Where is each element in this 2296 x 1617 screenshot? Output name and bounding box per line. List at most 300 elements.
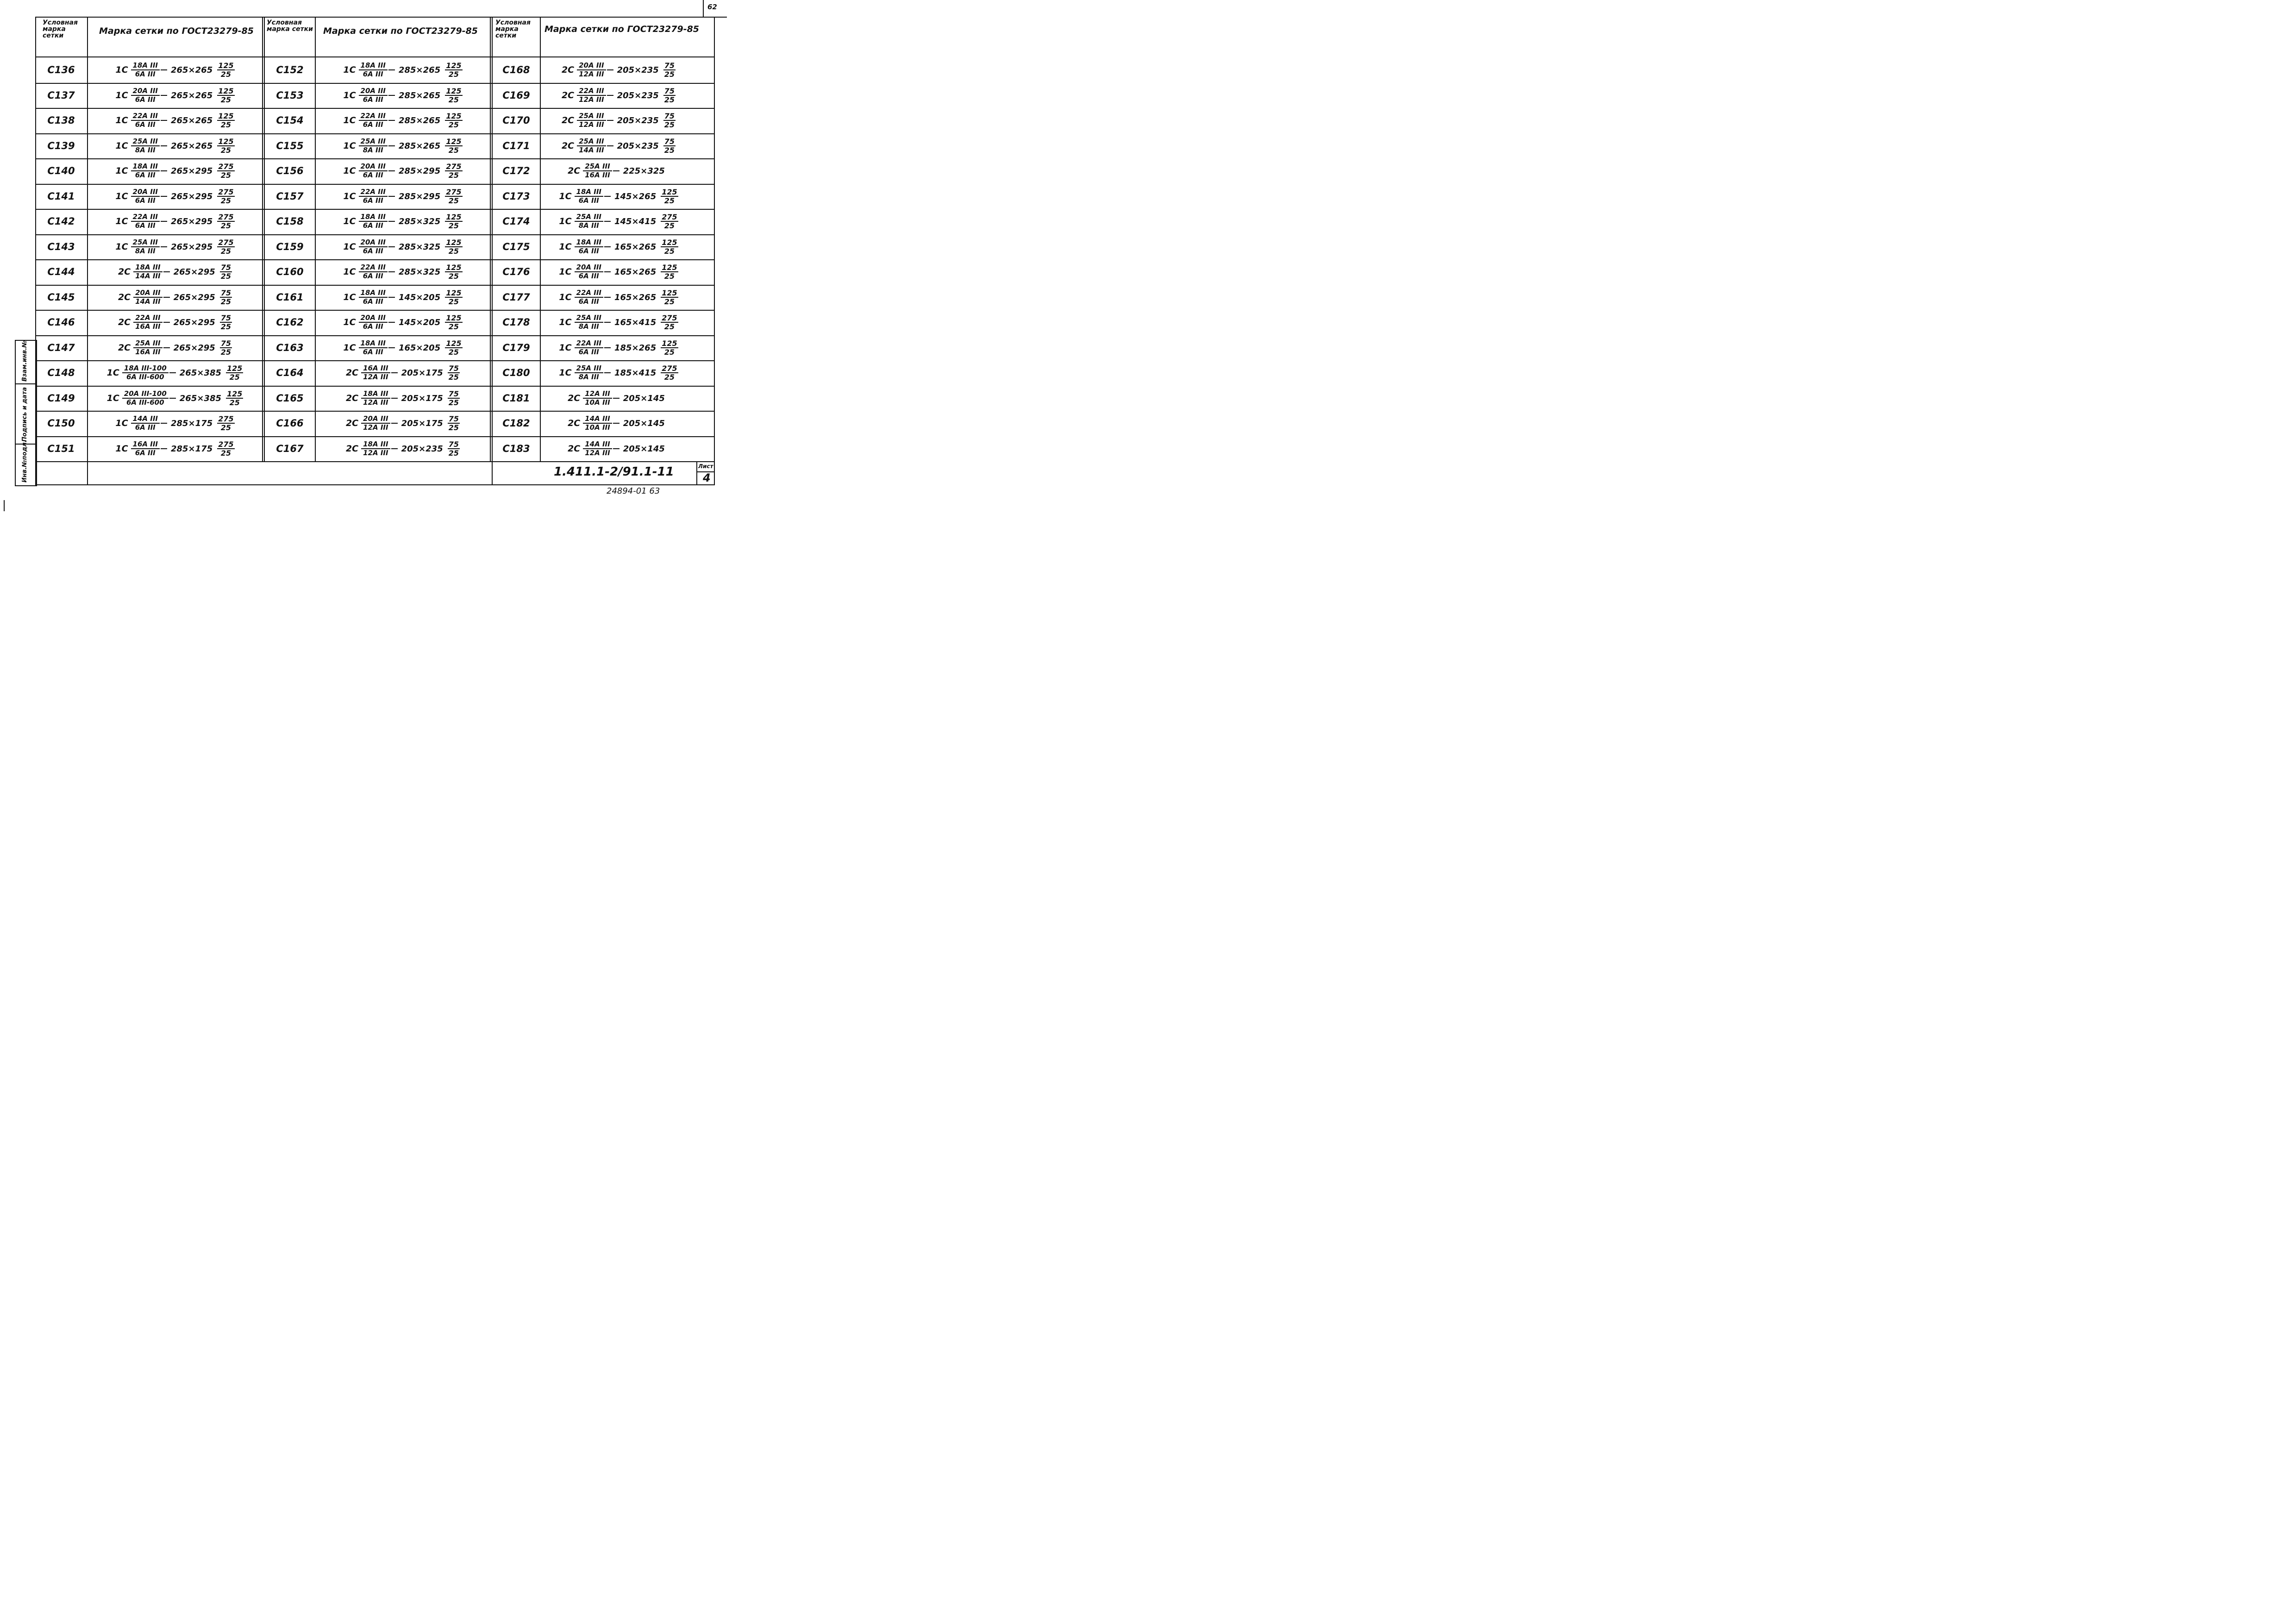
rebar-top: 20А III (359, 314, 388, 323)
mesh-spec (559, 263, 678, 280)
mesh-spec (343, 87, 462, 104)
mesh-spec-cell (541, 158, 696, 184)
mesh-rebar (359, 263, 388, 280)
pitch-top: 275 (662, 364, 677, 373)
rebar-bottom: 8А III (363, 146, 383, 155)
pitch-bottom: 25 (220, 120, 231, 130)
pitch-top: 125 (218, 112, 234, 121)
mesh-count: 1С (115, 115, 128, 126)
spec-dash (388, 95, 395, 96)
spec-dash (388, 196, 395, 197)
pitch-bottom: 25 (664, 322, 675, 332)
mesh-count: 1С (343, 292, 356, 303)
rebar-top: 18А III (359, 339, 388, 348)
spec-dash (163, 347, 170, 348)
pitch-top: 275 (662, 213, 677, 222)
mesh-pitch (445, 314, 462, 331)
mesh-count: 2С (561, 141, 575, 151)
spec-dash (169, 372, 176, 373)
pitch-bottom: 25 (220, 146, 231, 155)
rebar-bottom: 6А III (363, 196, 383, 205)
mesh-code-cell (493, 386, 540, 411)
mesh-spec-cell (88, 386, 262, 411)
mesh-pitch (220, 339, 232, 356)
mesh-code-cell (265, 133, 315, 159)
mesh-code-cell (35, 335, 87, 361)
pitch-bottom: 25 (448, 120, 459, 130)
mesh-pitch (661, 364, 678, 381)
mesh-count: 1С (343, 267, 356, 277)
pitch-top: 125 (218, 87, 234, 96)
rebar-bottom: 6А III (135, 70, 156, 79)
mesh-spec (559, 364, 678, 381)
mesh-size: 265×295 (170, 216, 213, 226)
pitch-top: 125 (227, 364, 243, 373)
mesh-pitch (661, 263, 678, 280)
mesh-code: С177 (502, 292, 530, 303)
mesh-count: 1С (115, 65, 128, 75)
spec-dash (388, 347, 395, 348)
mesh-code: С183 (502, 443, 530, 455)
mesh-spec (107, 364, 244, 381)
mesh-size: 285×175 (170, 418, 213, 428)
spec-dash (388, 170, 395, 171)
mesh-count: 2С (561, 65, 575, 75)
mesh-code-cell (493, 335, 540, 361)
mesh-spec-cell (541, 411, 696, 436)
spec-dash (388, 221, 395, 222)
mesh-code-cell (35, 108, 87, 133)
spec-dash (388, 145, 395, 146)
mesh-pitch (226, 364, 243, 381)
mesh-spec-cell (316, 285, 490, 310)
mesh-spec-cell (541, 436, 696, 462)
mesh-code: С161 (276, 292, 304, 303)
mesh-code-cell (35, 360, 87, 386)
mesh-count: 1С (343, 343, 356, 353)
pitch-top: 275 (446, 162, 462, 171)
mesh-spec (346, 390, 460, 407)
mesh-code-cell (35, 133, 87, 159)
side-replace-label: Взам.инв.№ (21, 340, 28, 382)
pitch-top: 125 (446, 137, 462, 146)
mesh-spec-cell (88, 184, 262, 209)
mesh-count: 2С (568, 444, 581, 454)
mesh-count: 1С (559, 292, 572, 303)
mesh-code: С136 (47, 64, 75, 76)
mesh-size: 165×265 (614, 292, 657, 302)
mesh-code: С163 (276, 342, 304, 354)
mesh-code: С149 (47, 393, 75, 404)
mesh-pitch (445, 238, 462, 255)
mesh-code: С154 (276, 115, 304, 126)
spec-dash (169, 398, 176, 399)
mesh-spec-cell (88, 310, 262, 335)
mesh-spec-cell (316, 158, 490, 184)
rebar-bottom: 8А III (578, 373, 599, 382)
mesh-spec (118, 289, 232, 306)
mesh-code-cell (493, 108, 540, 133)
mesh-spec (343, 112, 462, 129)
mesh-code: С164 (276, 367, 304, 379)
mesh-code-cell (35, 234, 87, 260)
mesh-size: 285×265 (398, 141, 441, 151)
rebar-bottom: 12А III (585, 449, 610, 458)
mesh-rebar (575, 314, 603, 331)
pitch-top: 75 (664, 87, 675, 96)
mesh-rebar (359, 87, 388, 104)
mesh-code: С152 (276, 64, 304, 76)
pitch-top: 75 (448, 414, 459, 424)
mesh-size: 265×385 (179, 393, 221, 403)
mesh-code: С166 (276, 418, 304, 429)
mesh-count: 2С (345, 418, 359, 429)
mesh-code-cell (35, 259, 87, 285)
mesh-rebar (133, 289, 162, 306)
mesh-rebar (133, 263, 162, 280)
spec-dash (604, 246, 611, 247)
rebar-bottom: 6А III (363, 95, 383, 104)
mesh-code-cell (493, 285, 540, 310)
mesh-spec-cell (316, 436, 490, 462)
spec-dash (391, 423, 398, 424)
mesh-rebar (361, 415, 390, 432)
mesh-rebar (122, 390, 169, 407)
mesh-code-cell (265, 259, 315, 285)
mesh-pitch (661, 213, 678, 230)
pitch-bottom: 25 (448, 297, 459, 307)
spec-dash (161, 145, 167, 146)
mesh-size: 165×205 (398, 343, 441, 353)
mesh-spec (107, 390, 244, 407)
mesh-count: 2С (568, 418, 581, 429)
mesh-code-cell (35, 184, 87, 209)
mesh-spec (559, 339, 678, 356)
pitch-top: 75 (664, 137, 675, 146)
rebar-bottom: 12А III (363, 398, 388, 407)
spec-dash (604, 297, 611, 298)
rebar-bottom: 12А III (579, 95, 604, 104)
mesh-code-cell (35, 83, 87, 108)
rebar-top: 20А III (575, 263, 603, 272)
col-line (696, 461, 697, 485)
pitch-top: 125 (662, 188, 677, 197)
mesh-spec-cell (541, 234, 696, 260)
mesh-spec (115, 415, 234, 432)
mesh-rebar (583, 163, 612, 179)
pitch-bottom: 25 (448, 247, 459, 256)
mesh-count: 2С (568, 166, 581, 176)
spec-dash (163, 297, 170, 298)
mesh-code: С182 (502, 418, 530, 429)
mesh-pitch (663, 138, 676, 154)
mesh-code-cell (493, 83, 540, 108)
mesh-count: 1С (115, 242, 128, 252)
mesh-code: С140 (47, 165, 75, 177)
pitch-top: 275 (218, 440, 234, 449)
mesh-pitch (661, 188, 678, 205)
mesh-size: 205×175 (401, 418, 443, 428)
rebar-top: 14А III (131, 415, 160, 424)
mesh-spec-cell (316, 209, 490, 234)
page-number: 62 (707, 3, 717, 11)
pitch-bottom: 25 (664, 297, 675, 307)
mesh-size: 205×235 (617, 90, 659, 100)
mesh-pitch (220, 289, 232, 306)
rebar-bottom: 10А III (585, 423, 610, 432)
rebar-top: 25А III (575, 364, 603, 373)
rebar-top: 22А III (131, 112, 160, 121)
spec-dash (388, 297, 395, 298)
mesh-rebar (577, 112, 606, 129)
mesh-spec (343, 163, 462, 179)
mesh-count: 1С (343, 115, 356, 126)
mesh-count: 1С (115, 191, 128, 202)
mesh-spec-cell (88, 83, 262, 108)
pitch-top: 75 (220, 288, 231, 298)
mesh-spec-cell (316, 234, 490, 260)
spec-dash (163, 322, 170, 323)
pitch-bottom: 25 (220, 196, 231, 206)
mesh-pitch (445, 188, 462, 205)
rebar-bottom: 6А III (578, 272, 599, 281)
mesh-size: 145×415 (614, 216, 657, 226)
mesh-spec (115, 62, 234, 78)
mesh-code-cell (493, 184, 540, 209)
mesh-code: С158 (276, 216, 304, 227)
side-inv-label: Инв.№подл. (21, 440, 28, 483)
pitch-top: 275 (446, 188, 462, 197)
pitch-top: 125 (218, 61, 234, 70)
pitch-top: 75 (448, 440, 459, 449)
spec-dash (607, 69, 613, 70)
mesh-spec-cell (88, 259, 262, 285)
mesh-rebar (359, 213, 388, 230)
mesh-count: 2С (345, 393, 359, 404)
mesh-pitch (217, 87, 234, 104)
mesh-code-cell (493, 436, 540, 462)
pitch-top: 75 (448, 389, 459, 399)
mesh-spec (346, 415, 460, 432)
mesh-spec (343, 188, 462, 205)
spec-dash (604, 271, 611, 272)
mesh-rebar (583, 440, 612, 457)
mesh-size: 165×265 (614, 242, 657, 252)
mesh-pitch (445, 289, 462, 306)
mesh-spec-cell (316, 184, 490, 209)
mesh-spec (343, 213, 462, 230)
mesh-pitch (217, 238, 234, 255)
mesh-size: 165×415 (614, 317, 657, 327)
mesh-pitch (448, 440, 460, 457)
mesh-count: 2С (345, 444, 359, 454)
mesh-code: С175 (502, 241, 530, 253)
rebar-bottom: 8А III (578, 322, 599, 331)
mesh-spec-cell (88, 411, 262, 436)
mesh-spec-cell (541, 259, 696, 285)
rebar-top: 18А III (361, 440, 390, 449)
spec-dash (161, 221, 167, 222)
mesh-pitch (220, 314, 232, 331)
rebar-bottom: 10А III (585, 398, 610, 407)
mesh-spec-cell (541, 310, 696, 335)
mesh-size: 285×295 (398, 166, 441, 176)
rebar-top: 20А III (359, 87, 388, 96)
spec-dash (613, 423, 619, 424)
rebar-top: 25А III (583, 163, 612, 171)
mesh-count: 1С (559, 368, 572, 378)
rebar-top: 18А III (359, 62, 388, 70)
mesh-code: С146 (47, 317, 75, 328)
mesh-pitch (217, 415, 234, 432)
mesh-pitch (661, 339, 678, 356)
pitch-bottom: 25 (664, 70, 675, 79)
pitch-bottom: 25 (220, 348, 231, 357)
mesh-code-cell (265, 285, 315, 310)
pitch-bottom: 25 (664, 196, 675, 206)
spec-dash (604, 372, 611, 373)
mesh-code-cell (265, 234, 315, 260)
mesh-count: 2С (118, 343, 131, 353)
rebar-bottom: 14А III (135, 272, 161, 281)
rebar-bottom: 6А III (363, 297, 383, 306)
mesh-spec (559, 238, 678, 255)
rebar-bottom: 6А III (363, 120, 383, 129)
rebar-top: 16А III (361, 364, 390, 373)
mesh-spec (559, 314, 678, 331)
pitch-top: 125 (218, 137, 234, 146)
pitch-bottom: 25 (664, 373, 675, 382)
spec-dash (604, 347, 611, 348)
rebar-bottom: 16А III (135, 322, 161, 331)
mesh-code-cell (35, 386, 87, 411)
mesh-rebar (131, 440, 160, 457)
mesh-size: 285×265 (398, 115, 441, 125)
mesh-count: 1С (343, 166, 356, 176)
mesh-code-cell (265, 83, 315, 108)
mesh-size: 285×325 (398, 267, 441, 277)
rebar-top: 25А III (577, 112, 606, 121)
mesh-rebar (583, 415, 612, 432)
mesh-size: 265×265 (170, 65, 213, 75)
pitch-top: 275 (218, 162, 234, 171)
rebar-bottom: 16А III (585, 171, 610, 180)
mesh-rebar (359, 339, 388, 356)
mesh-rebar (131, 188, 160, 205)
spec-dash (161, 120, 167, 121)
mesh-code-cell (35, 285, 87, 310)
mesh-code-cell (493, 310, 540, 335)
mesh-code-cell (35, 209, 87, 234)
mesh-rebar (359, 138, 388, 154)
pitch-bottom: 25 (220, 449, 231, 458)
mesh-rebar (361, 440, 390, 457)
mesh-pitch (217, 213, 234, 230)
mesh-count: 1С (115, 444, 128, 454)
mesh-size: 185×415 (614, 368, 657, 378)
pitch-bottom: 25 (220, 423, 231, 432)
mesh-spec (343, 339, 462, 356)
mesh-code: С147 (47, 342, 75, 354)
rebar-bottom: 6А III (363, 171, 383, 180)
mesh-count: 1С (115, 141, 128, 151)
mesh-size: 285×265 (398, 65, 441, 75)
mesh-size: 285×265 (398, 90, 441, 100)
mesh-count: 2С (561, 115, 575, 126)
pitch-bottom: 25 (664, 272, 675, 281)
rebar-bottom: 6А III (363, 348, 383, 357)
mesh-code: С150 (47, 418, 75, 429)
pitch-top: 275 (218, 238, 234, 247)
mesh-size: 205×175 (401, 368, 443, 378)
pitch-top: 75 (220, 313, 231, 323)
pitch-top: 125 (662, 339, 677, 348)
rebar-top: 22А III (131, 213, 160, 222)
rebar-top: 18А III (575, 188, 603, 197)
header-code-3: Условная марка сетки (495, 19, 531, 39)
mesh-code: С153 (276, 90, 304, 101)
rebar-top: 22А III (359, 263, 388, 272)
page-number-box (703, 0, 727, 18)
pitch-top: 275 (218, 188, 234, 197)
rebar-bottom: 6А III (363, 322, 383, 331)
mesh-count: 1С (343, 90, 356, 101)
mesh-code-cell (35, 158, 87, 184)
pitch-top: 125 (662, 288, 677, 298)
rebar-bottom: 6А III (578, 348, 599, 357)
mesh-code-cell (265, 57, 315, 83)
mesh-rebar (131, 238, 160, 255)
mesh-spec-cell (316, 57, 490, 83)
pitch-bottom: 25 (220, 70, 231, 79)
mesh-code-cell (493, 259, 540, 285)
side-stamp (15, 340, 37, 486)
mesh-code: С174 (502, 216, 530, 227)
mesh-spec (568, 440, 669, 457)
mesh-rebar (583, 390, 612, 407)
spec-dash (161, 448, 167, 449)
mesh-pitch (445, 112, 462, 129)
mesh-pitch (217, 188, 234, 205)
mesh-pitch (448, 415, 460, 432)
rebar-bottom: 12А III (579, 70, 604, 79)
rebar-bottom: 6А III (363, 247, 383, 256)
mesh-size: 145×265 (614, 191, 657, 201)
rebar-top: 22А III (575, 339, 603, 348)
mesh-size: 285×325 (398, 216, 441, 226)
spec-dash (161, 95, 167, 96)
mesh-spec (115, 188, 234, 205)
mesh-code-cell (35, 436, 87, 462)
mesh-size: 225×325 (623, 166, 665, 176)
mesh-code: С155 (276, 140, 304, 152)
mesh-size: 265×295 (173, 267, 215, 277)
mesh-code: С169 (502, 90, 530, 101)
pitch-bottom: 25 (448, 272, 459, 281)
mesh-code: С141 (47, 191, 75, 202)
mesh-rebar (577, 62, 606, 78)
rebar-top: 22А III (359, 112, 388, 121)
spec-dash (391, 398, 398, 399)
mesh-count: 2С (118, 292, 131, 303)
rebar-top: 18А III (131, 163, 160, 171)
rebar-bottom: 6А III (135, 221, 156, 230)
rebar-bottom: 6А III (135, 196, 156, 205)
mesh-size: 205×235 (401, 444, 443, 454)
spec-dash (607, 120, 613, 121)
rebar-bottom: 6А III-600 (126, 398, 164, 407)
mesh-pitch (663, 62, 676, 78)
